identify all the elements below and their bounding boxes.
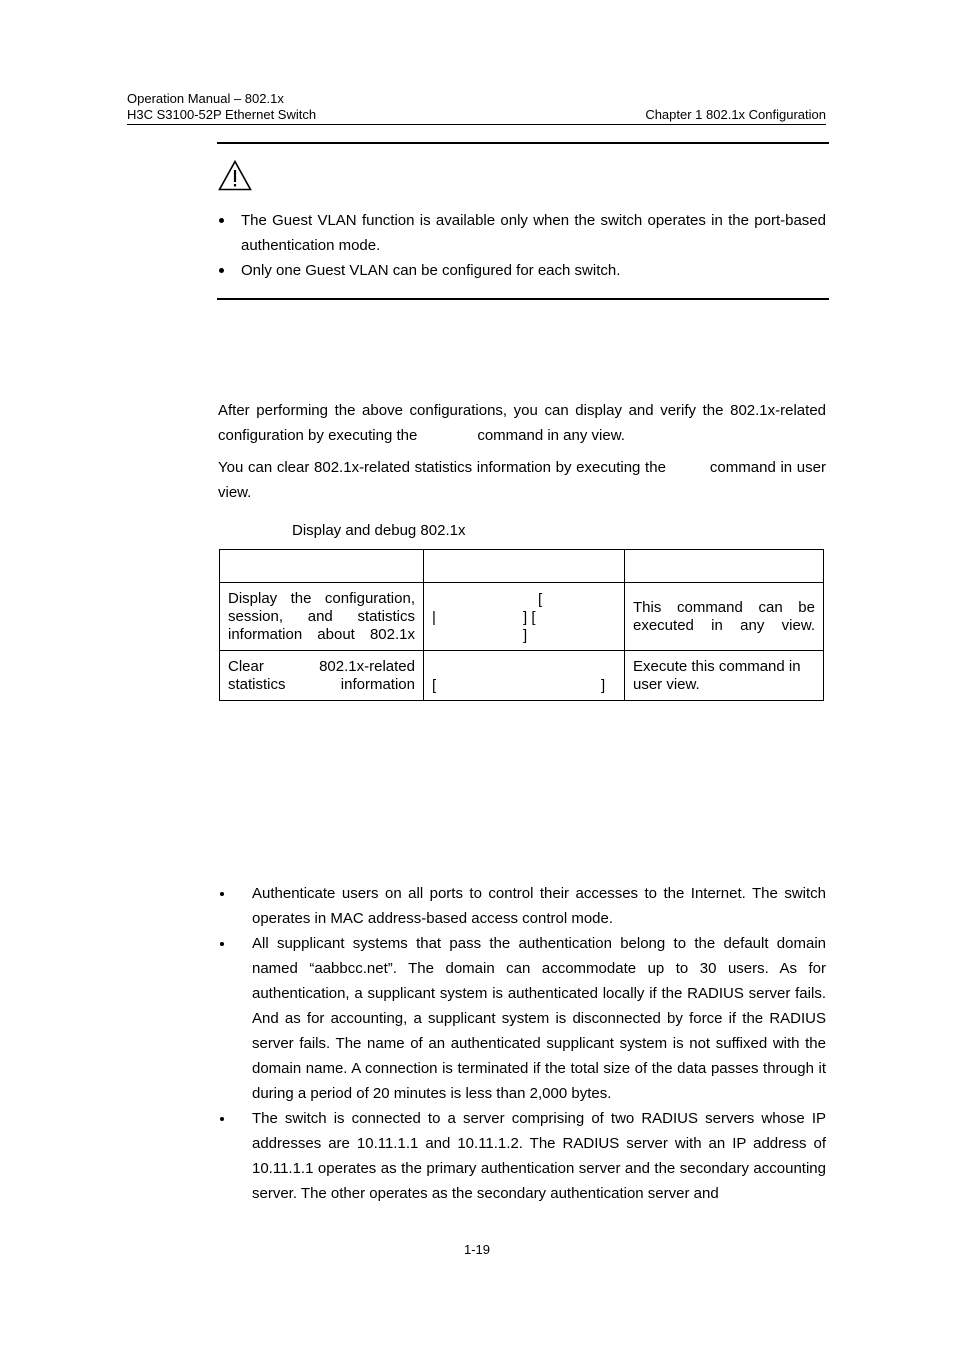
- display-paragraph-text-end: command in any view.: [477, 427, 625, 444]
- requirement-item: [218, 1106, 826, 1206]
- caution-list: [218, 208, 826, 283]
- command-bracket: [: [538, 591, 543, 608]
- table-cell-command: [424, 651, 625, 701]
- command-bracket: [: [432, 677, 437, 694]
- requirements-list: [218, 881, 826, 1206]
- requirement-item: [218, 881, 826, 931]
- table-cell-command: [424, 583, 625, 651]
- caution-item: [218, 208, 826, 258]
- table-row: [220, 583, 824, 651]
- header-title: Operation Manual – 802.1x: [127, 91, 284, 106]
- header-product: H3C S3100-52P Ethernet Switch: [127, 107, 317, 122]
- header-rule: [127, 124, 826, 125]
- table-header-cell: [220, 550, 424, 583]
- caution-bottom-rule: [217, 298, 829, 300]
- requirement-item: [218, 931, 826, 1106]
- table-cell-operation: Display the configuration, session, and statistics information about 802.1x: [220, 583, 424, 651]
- command-bracket: ]: [601, 677, 606, 694]
- warning-triangle-icon: [218, 160, 252, 191]
- bullet-dot: [220, 1117, 224, 1121]
- caution-top-rule: [217, 142, 829, 144]
- table-cell-description: Execute this command in user view.: [625, 651, 824, 701]
- table-cell-operation: Clear 802.1x-related statistics information: [220, 651, 424, 701]
- table-header-row: [220, 550, 824, 583]
- table-caption: Display and debug 802.1x: [292, 522, 466, 539]
- command-bracket: ] [: [523, 609, 536, 626]
- caution-item-text: The Guest VLAN function is available only when the switch operates in the port-based authentication mode.: [241, 212, 826, 254]
- caution-item: [218, 258, 826, 283]
- header-chapter: Chapter 1 802.1x Configuration: [645, 107, 826, 122]
- reset-paragraph-text: You can clear 802.1x-related statistics information by executing the: [218, 459, 666, 476]
- table-row: [220, 651, 824, 701]
- page-number: 1-19: [463, 1242, 491, 1257]
- reset-paragraph: [218, 455, 826, 505]
- requirement-text: The switch is connected to a server comprising of two RADIUS servers whose IP addresses are 10.11.1.1 and 10.11.1.2. The RADIUS server with an IP address of 10.11.1.1 operates as the primary authentication server and the secondary accounting server. The other operates as the secondary authentication server and: [252, 1110, 826, 1202]
- debug-table: [219, 549, 824, 701]
- table-header-cell: [625, 550, 824, 583]
- reset-paragraph-text-end: command in user view.: [218, 459, 826, 501]
- command-bracket: ]: [523, 627, 528, 644]
- display-paragraph: [218, 398, 826, 448]
- table-cell-description: This command can be executed in any view.: [625, 583, 824, 651]
- requirement-text: Authenticate users on all ports to control their accesses to the Internet. The switch operates in MAC address-based access control mode.: [252, 885, 826, 927]
- caution-item-text: Only one Guest VLAN can be configured for each switch.: [241, 262, 621, 279]
- bullet-dot: [220, 942, 224, 946]
- bullet-dot: [219, 268, 224, 273]
- bullet-dot: [220, 892, 224, 896]
- table-header-cell: [424, 550, 625, 583]
- requirement-text: All supplicant systems that pass the authentication belong to the default domain named “aabbcc.net”. The domain can accommodate up to 30 users. As for authentication, a supplicant system is authenticated locally if the RADIUS server fails. And as for accounting, a supplicant system is disconnected by force if the RADIUS server fails. The name of an authenticated supplicant system is not suffixed with the domain name. A connection is terminated if the total size of the data passes through it during a period of 20 minutes is less than 2,000 bytes.: [252, 935, 826, 1102]
- bullet-dot: [219, 218, 224, 223]
- command-bracket: |: [432, 609, 436, 626]
- display-paragraph-text: After performing the above configurations, you can display and verify the 802.1x-related configuration by executing the: [218, 402, 826, 444]
